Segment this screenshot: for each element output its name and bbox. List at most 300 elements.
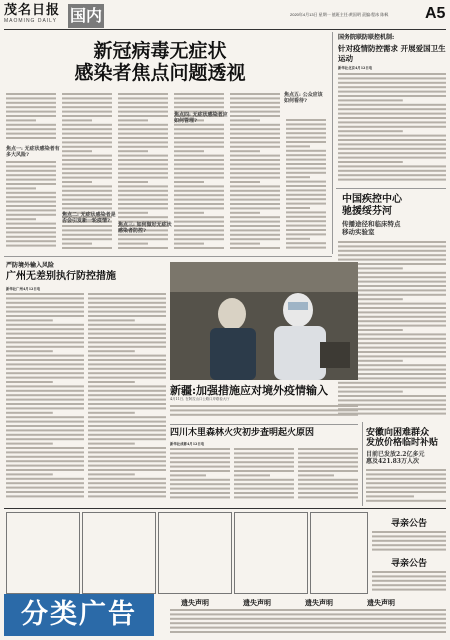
text-line (338, 170, 446, 172)
text-line (62, 247, 112, 249)
text-line (118, 146, 168, 148)
text-line (338, 143, 446, 145)
lost-notice-3: 遗失声明 (305, 598, 333, 607)
text-line (6, 328, 84, 330)
section-divider (4, 256, 332, 257)
text-line (174, 234, 224, 236)
ad-box-3 (158, 512, 232, 594)
text-line (230, 203, 280, 205)
text-line (6, 306, 84, 308)
text-line (366, 478, 446, 480)
text-line (88, 416, 166, 418)
text-line (88, 434, 166, 436)
text-line (62, 177, 112, 179)
text-line (118, 181, 148, 183)
text-line (230, 194, 280, 196)
text-line (118, 128, 168, 130)
text-line (6, 425, 84, 427)
text-line (230, 172, 280, 174)
text-line (118, 102, 168, 104)
ad-box-1 (6, 512, 80, 594)
text-line (6, 196, 56, 198)
question-2: 焦点二: 无症状感染者是否会引发新一轮疫情? (62, 212, 116, 224)
text-line (6, 311, 84, 313)
text-line (170, 609, 446, 611)
text-line (230, 234, 280, 236)
body-col-6 (286, 118, 326, 252)
text-line (338, 241, 446, 243)
text-line (62, 119, 92, 121)
text-line (338, 113, 446, 115)
text-line (230, 155, 280, 157)
text-line (88, 355, 166, 357)
text-line (338, 245, 446, 247)
ad-box-4 (234, 512, 308, 594)
page-number: A5 (425, 5, 446, 22)
text-line (338, 174, 446, 176)
text-line (174, 150, 204, 152)
sc-body-3 (298, 447, 358, 502)
text-line (286, 185, 326, 187)
text-line (230, 229, 280, 231)
text-line (118, 155, 168, 157)
text-line (88, 363, 166, 365)
text-line (88, 359, 166, 361)
text-line (62, 207, 112, 209)
text-line (88, 328, 166, 330)
text-line (88, 451, 166, 453)
text-line (6, 390, 84, 392)
text-line (88, 302, 166, 304)
text-line (230, 124, 280, 126)
text-line (118, 185, 168, 187)
text-line (298, 452, 358, 454)
text-line (174, 137, 224, 139)
text-line (62, 185, 112, 187)
text-line (6, 192, 56, 194)
side2-sub-line2: 移动实验室 (342, 228, 375, 236)
text-line (6, 119, 36, 121)
text-line (118, 119, 148, 121)
ah-sub-line2: 惠及421.83万人次 (366, 458, 419, 465)
text-line (286, 154, 326, 156)
ah-sub-line1: 目前已发放2.2亿多元 (366, 451, 425, 458)
text-line (118, 207, 168, 209)
text-line (338, 386, 446, 388)
text-line (286, 220, 326, 222)
text-line (118, 124, 168, 126)
text-line (6, 209, 56, 211)
text-line (118, 133, 168, 135)
side1-kicker: 国务院联防联控机制: (338, 34, 395, 41)
text-line (170, 613, 446, 615)
gz-headline: 广州无差别执行防控措施 (6, 271, 116, 282)
text-line (62, 238, 112, 240)
text-line (234, 461, 294, 463)
text-line (6, 187, 36, 189)
text-line (6, 381, 53, 383)
text-line (230, 199, 280, 201)
text-line (338, 126, 446, 128)
text-line (230, 137, 280, 139)
text-line (88, 337, 166, 339)
text-line (230, 111, 280, 113)
text-line (286, 242, 326, 244)
text-line (286, 159, 326, 161)
column-rule (332, 32, 333, 254)
text-line (6, 128, 56, 130)
text-line (174, 181, 204, 183)
text-line (62, 124, 112, 126)
text-line (286, 238, 310, 240)
side1-headline: 针对疫情防控需求 开展爱国卫生运动 (338, 44, 446, 63)
text-line (230, 225, 280, 227)
text-line (234, 470, 294, 472)
text-line (366, 487, 446, 489)
text-line (88, 346, 166, 348)
ah-headline-line2: 发放价格临时补贴 (366, 438, 439, 448)
text-line (62, 229, 112, 231)
ah-headline-line1: 安徽向困难群众 (366, 428, 430, 438)
text-line (118, 163, 168, 165)
text-line (298, 466, 358, 468)
text-line (286, 172, 326, 174)
text-lines (6, 92, 56, 144)
main-headline-line2: 感染者焦点问题透视 (74, 62, 246, 84)
text-line (88, 311, 166, 313)
text-line (6, 324, 84, 326)
text-line (6, 350, 53, 352)
text-line (88, 394, 166, 396)
text-line (174, 146, 224, 148)
text-line (174, 212, 204, 214)
masthead-logo: 茂名日报 (4, 3, 61, 18)
text-line (234, 483, 294, 485)
text-line (174, 194, 224, 196)
text-line (6, 179, 56, 181)
text-line (118, 111, 168, 113)
text-line (88, 306, 166, 308)
text-line (230, 163, 280, 165)
text-line (6, 491, 84, 493)
text-line (338, 259, 446, 261)
gz-dateline: 新华社广州4月12日电 (6, 287, 41, 291)
text-line (298, 488, 358, 490)
text-line (88, 407, 166, 409)
text-line (6, 487, 84, 489)
text-line (366, 500, 446, 502)
question-3: 焦点三: 如何做好无症状感染者防控? (118, 222, 172, 234)
text-line (62, 141, 112, 143)
text-line (6, 302, 84, 304)
text-line (118, 243, 148, 245)
text-line (230, 212, 260, 214)
text-line (6, 460, 84, 462)
text-line (6, 385, 84, 387)
text-line (286, 145, 310, 147)
text-line (62, 181, 92, 183)
masthead-logo-en: MAOMING DAILY (4, 18, 57, 24)
text-line (6, 240, 56, 242)
text-line (6, 447, 84, 449)
text-line (6, 451, 84, 453)
text-line (298, 470, 358, 472)
xj-headline: 新疆:加强措施应对境外疫情输入 (170, 384, 329, 397)
text-line (366, 482, 446, 484)
text-line (88, 491, 166, 493)
text-line (230, 93, 280, 95)
lost-notice-4: 遗失声明 (367, 598, 395, 607)
text-line (338, 73, 446, 75)
text-line (298, 496, 358, 498)
text-line (6, 223, 56, 225)
text-line (62, 199, 112, 201)
text-line (170, 622, 446, 624)
text-line (170, 474, 206, 476)
text-line (234, 452, 294, 454)
text-line (88, 390, 166, 392)
side2-headline-line1: 中国疾控中心 (342, 194, 402, 205)
text-line (6, 482, 84, 484)
text-line (6, 456, 84, 458)
text-line (6, 438, 84, 440)
text-line (338, 86, 446, 88)
text-line (338, 165, 446, 167)
text-line (170, 470, 230, 472)
text-line (234, 457, 294, 459)
text-line (174, 177, 224, 179)
text-line (234, 492, 294, 494)
text-line (338, 179, 446, 181)
text-line (88, 319, 135, 321)
text-line (6, 97, 56, 99)
text-lines (372, 570, 446, 592)
text-line (6, 478, 84, 480)
text-line (62, 133, 112, 135)
text-line (62, 93, 112, 95)
text-line (118, 93, 168, 95)
text-line (174, 207, 224, 209)
text-line (6, 341, 84, 343)
notice-body-2 (372, 570, 446, 592)
text-lines (286, 118, 326, 252)
text-line (174, 247, 224, 249)
text-line (286, 207, 310, 209)
lost-notice-2: 遗失声明 (243, 598, 271, 607)
text-line (234, 479, 294, 481)
text-line (118, 141, 168, 143)
sc-body-2 (234, 447, 294, 502)
text-line (6, 315, 84, 317)
text-line (6, 245, 56, 247)
text-line (170, 461, 230, 463)
text-line (286, 119, 326, 121)
text-line (118, 150, 148, 152)
text-line (62, 172, 112, 174)
text-line (230, 247, 280, 249)
text-line (230, 181, 260, 183)
text-line (118, 137, 168, 139)
text-line (6, 218, 36, 220)
text-line (88, 315, 166, 317)
text-line (174, 216, 224, 218)
text-line (88, 495, 166, 497)
text-line (338, 104, 446, 106)
text-line (88, 324, 166, 326)
text-line (62, 137, 112, 139)
ad-box-2 (82, 512, 156, 594)
text-line (88, 403, 166, 405)
text-line (338, 99, 403, 101)
text-line (338, 121, 446, 123)
text-line (170, 466, 230, 468)
text-line (174, 199, 224, 201)
text-line (88, 421, 166, 423)
text-line (118, 190, 168, 192)
text-line (230, 106, 280, 108)
gz-kicker: 严防境外输入风险 (6, 262, 55, 269)
text-line (230, 185, 280, 187)
text-line (6, 469, 84, 471)
text-line (174, 172, 224, 174)
text-line (62, 128, 112, 130)
text-line (174, 168, 224, 170)
text-line (6, 227, 56, 229)
text-line (230, 159, 280, 161)
text-line (62, 146, 112, 148)
text-line (372, 589, 446, 591)
text-line (230, 133, 280, 135)
text-line (174, 155, 224, 157)
text-line (174, 102, 224, 104)
text-line (88, 456, 166, 458)
text-line (118, 234, 168, 236)
text-line (6, 106, 56, 108)
text-line (6, 394, 84, 396)
text-line (88, 425, 166, 427)
text-line (62, 97, 112, 99)
text-line (6, 214, 56, 216)
sc-dateline: 新华社成都4月12日电 (170, 442, 205, 446)
side1-dateline: 新华社北京4月12日电 (338, 66, 373, 70)
text-line (174, 221, 224, 223)
text-line (230, 115, 280, 117)
text-line (118, 194, 168, 196)
text-line (174, 97, 224, 99)
text-line (62, 163, 112, 165)
text-line (338, 91, 446, 93)
text-line (338, 148, 446, 150)
text-line (118, 159, 168, 161)
text-line (372, 531, 446, 533)
text-line (88, 438, 166, 440)
text-line (88, 399, 166, 401)
text-line (286, 211, 326, 213)
text-line (6, 174, 56, 176)
text-line (118, 172, 168, 174)
text-line (6, 421, 84, 423)
text-line (6, 183, 56, 185)
text-line (338, 77, 446, 79)
text-line (88, 333, 166, 335)
text-line (338, 254, 446, 256)
text-line (118, 203, 168, 205)
text-line (298, 461, 358, 463)
text-line (170, 452, 230, 454)
text-line (62, 203, 112, 205)
text-line (6, 473, 53, 475)
text-line (88, 297, 166, 299)
top-divider (4, 29, 446, 30)
text-line (88, 385, 166, 387)
text-line (338, 117, 446, 119)
text-line (6, 372, 84, 374)
text-line (372, 540, 446, 542)
text-line (174, 225, 224, 227)
text-line (62, 159, 112, 161)
notice-title-1: 寻亲公告 (390, 519, 427, 529)
side1-body (338, 72, 446, 186)
text-line (118, 199, 168, 201)
text-line (88, 381, 135, 383)
text-line (286, 216, 326, 218)
text-lines (170, 404, 358, 420)
text-line (298, 474, 334, 476)
text-line (6, 201, 56, 203)
text-line (230, 190, 280, 192)
text-line (174, 106, 224, 108)
text-line (230, 150, 260, 152)
text-line (298, 457, 358, 459)
text-line (170, 496, 230, 498)
text-line (88, 368, 166, 370)
text-lines (62, 92, 112, 252)
text-line (62, 168, 112, 170)
text-line (88, 372, 166, 374)
text-lines (372, 530, 446, 552)
text-line (62, 234, 112, 236)
body-col-1b (6, 160, 56, 252)
text-line (286, 189, 326, 191)
text-line (88, 447, 166, 449)
text-line (6, 133, 56, 135)
text-line (338, 82, 446, 84)
text-line (338, 157, 446, 159)
side2-headline (342, 194, 446, 218)
text-line (88, 473, 135, 475)
text-line (372, 584, 446, 586)
text-lines (338, 72, 446, 186)
text-line (286, 150, 326, 152)
news-photo (170, 262, 358, 380)
xj-caption: 4月11日, 在阿拉山口公路口岸联检大厅 (170, 397, 230, 401)
main-headline-line1: 新冠病毒无症状 (93, 40, 227, 62)
text-line (298, 479, 358, 481)
text-line (286, 181, 326, 183)
text-line (118, 106, 168, 108)
side2-sub (342, 220, 446, 236)
text-line (230, 216, 280, 218)
text-line (230, 238, 280, 240)
text-line (6, 412, 53, 414)
text-line (6, 377, 84, 379)
text-line (88, 487, 166, 489)
text-line (6, 115, 56, 117)
text-line (88, 412, 135, 414)
text-line (372, 571, 446, 573)
text-line (366, 469, 446, 471)
text-line (286, 247, 326, 249)
